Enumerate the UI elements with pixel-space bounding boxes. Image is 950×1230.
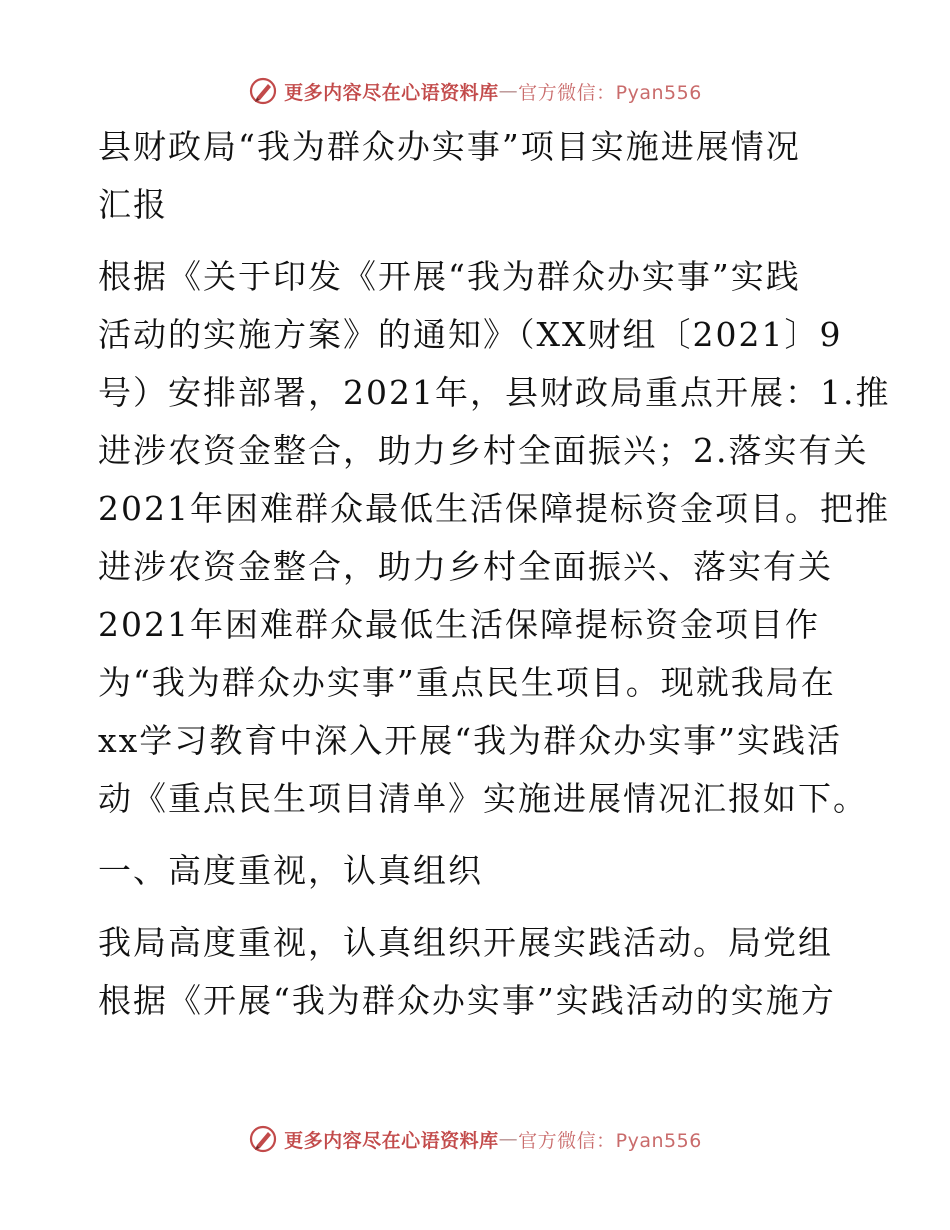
- pen-logo-icon: [248, 76, 278, 106]
- watermark-separator: —: [498, 1128, 519, 1150]
- watermark-main-text: 更多内容尽在心语资料库: [284, 81, 499, 104]
- document-body: [98, 118, 891, 1030]
- paragraph-line: 号）安排部署，2021年，县财政局重点开展：1.推: [98, 373, 891, 412]
- paragraph-line: 2021年困难群众最低生活保障提标资金项目作: [98, 605, 820, 644]
- watermark-contact-text: 官方微信：Pyan556: [518, 81, 702, 104]
- paragraph-line: 进涉农资金整合，助力乡村全面振兴；2.落实有关: [98, 431, 869, 470]
- title-line: 县财政局“我为群众办实事”项目实施进展情况: [98, 127, 801, 166]
- section-heading: 一、高度重视，认真组织: [98, 851, 483, 890]
- watermark-footer: [0, 1124, 950, 1154]
- watermark-main-text: 更多内容尽在心语资料库: [284, 1129, 499, 1152]
- paragraph-line: 为“我为群众办实事”重点民生项目。现就我局在: [98, 663, 836, 702]
- watermark-separator: —: [498, 80, 519, 102]
- paragraph-line: 动《重点民生项目清单》实施进展情况汇报如下。: [98, 779, 868, 818]
- watermark-contact-text: 官方微信：Pyan556: [518, 1129, 702, 1152]
- paragraph-line: xx学习教育中深入开展“我为群众办实事”实践活: [98, 721, 842, 760]
- paragraph-line: 进涉农资金整合，助力乡村全面振兴、落实有关: [98, 547, 833, 586]
- paragraph-line: 活动的实施方案》的通知》（XX财组〔2021〕9: [98, 315, 843, 354]
- paragraph-line: 根据《关于印发《开展“我为群众办实事”实践: [98, 257, 801, 296]
- pen-logo-icon: [248, 1124, 278, 1154]
- watermark-header: [0, 76, 950, 106]
- paragraph-line: 根据《开展“我为群众办实事”实践活动的实施方: [98, 981, 836, 1020]
- title-line: 汇报: [98, 185, 168, 224]
- paragraph-line: 我局高度重视，认真组织开展实践活动。局党组: [98, 923, 833, 962]
- paragraph-line: 2021年困难群众最低生活保障提标资金项目。把推: [98, 489, 890, 528]
